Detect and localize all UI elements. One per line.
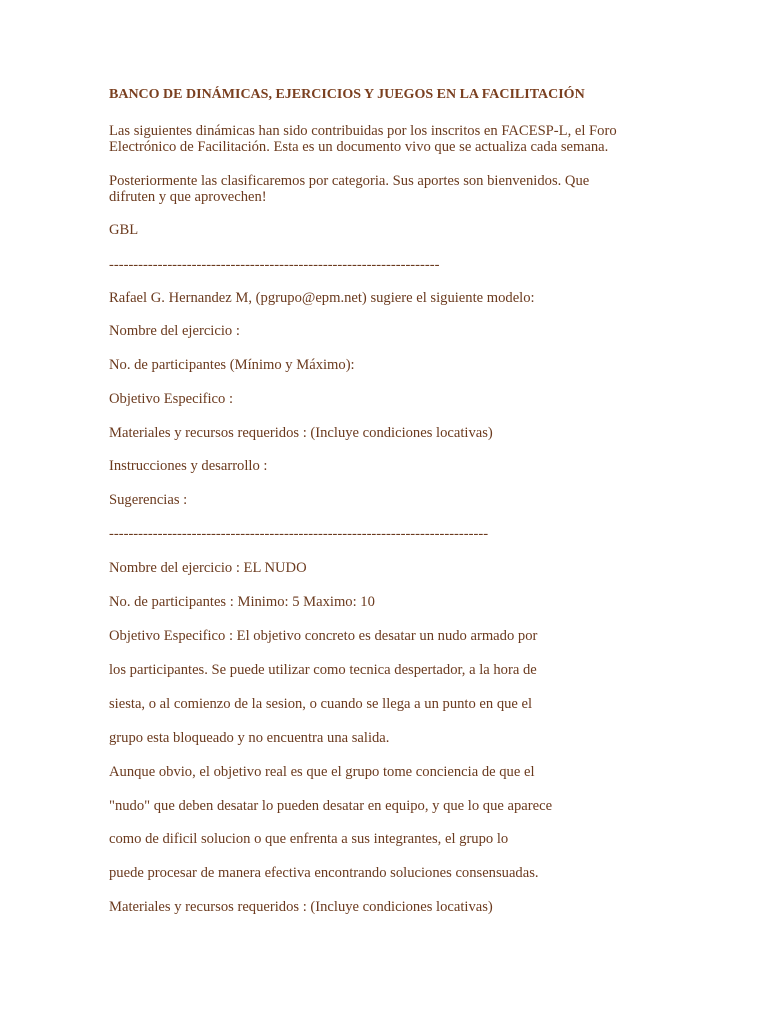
intro-text-line-2: Electrónico de Facilitación. Esta es un documento vivo que se actualiza cada semana. <box>109 139 609 155</box>
exercise-objetivo-line: Aunque obvio, el objetivo real es que el grupo tome conciencia de que el <box>109 764 535 780</box>
template-nombre: Nombre del ejercicio : <box>109 323 240 339</box>
exercise-objetivo-line: puede procesar de manera efectiva encontrando soluciones consensuadas. <box>109 865 539 881</box>
exercise-materiales: Materiales y recursos requeridos : (Incluye condiciones locativas) <box>109 899 493 915</box>
document-title: BANCO DE DINÁMICAS, EJERCICIOS Y JUEGOS EN LA FACILITACIÓN <box>109 87 585 102</box>
exercise-objetivo-line: como de dificil solucion o que enfrenta a sus integrantes, el grupo lo <box>109 831 509 847</box>
template-materiales: Materiales y recursos requeridos : (Incluye condiciones locativas) <box>109 425 493 441</box>
exercise-objetivo-line: Objetivo Especifico : El objetivo concreto es desatar un nudo armado por <box>109 628 538 644</box>
signature: GBL <box>109 222 139 238</box>
note-text-line-1: Posteriormente las clasificaremos por categoria. Sus aportes son bienvenidos. Que <box>109 173 590 189</box>
exercise-participantes: No. de participantes : Minimo: 5 Maximo: 10 <box>109 594 375 610</box>
intro-text-line-1: Las siguientes dinámicas han sido contribuidas por los inscritos en FACESP-L, el Foro <box>109 123 617 139</box>
exercise-objetivo-line: siesta, o al comienzo de la sesion, o cuando se llega a un punto en que el <box>109 696 533 712</box>
model-intro: Rafael G. Hernandez M, (pgrupo@epm.net) sugiere el siguiente modelo: <box>109 290 535 306</box>
exercise-objetivo-line: grupo esta bloqueado y no encuentra una salida. <box>109 730 390 746</box>
template-objetivo: Objetivo Especifico : <box>109 391 234 407</box>
separator-line-1: -------------------------------------------------------------------- <box>109 257 440 273</box>
template-participantes: No. de participantes (Mínimo y Máximo): <box>109 357 355 373</box>
exercise-nombre: Nombre del ejercicio : EL NUDO <box>109 560 307 576</box>
separator-line-2: ------------------------------------------------------------------------------ <box>109 526 489 542</box>
exercise-objetivo-line: "nudo" que deben desatar lo pueden desatar en equipo, y que lo que aparece <box>109 798 553 814</box>
template-instrucciones: Instrucciones y desarrollo : <box>109 458 268 474</box>
template-sugerencias: Sugerencias : <box>109 492 188 508</box>
note-text-line-2: difruten y que aprovechen! <box>109 189 267 205</box>
exercise-objetivo-line: los participantes. Se puede utilizar como tecnica despertador, a la hora de <box>109 662 537 678</box>
